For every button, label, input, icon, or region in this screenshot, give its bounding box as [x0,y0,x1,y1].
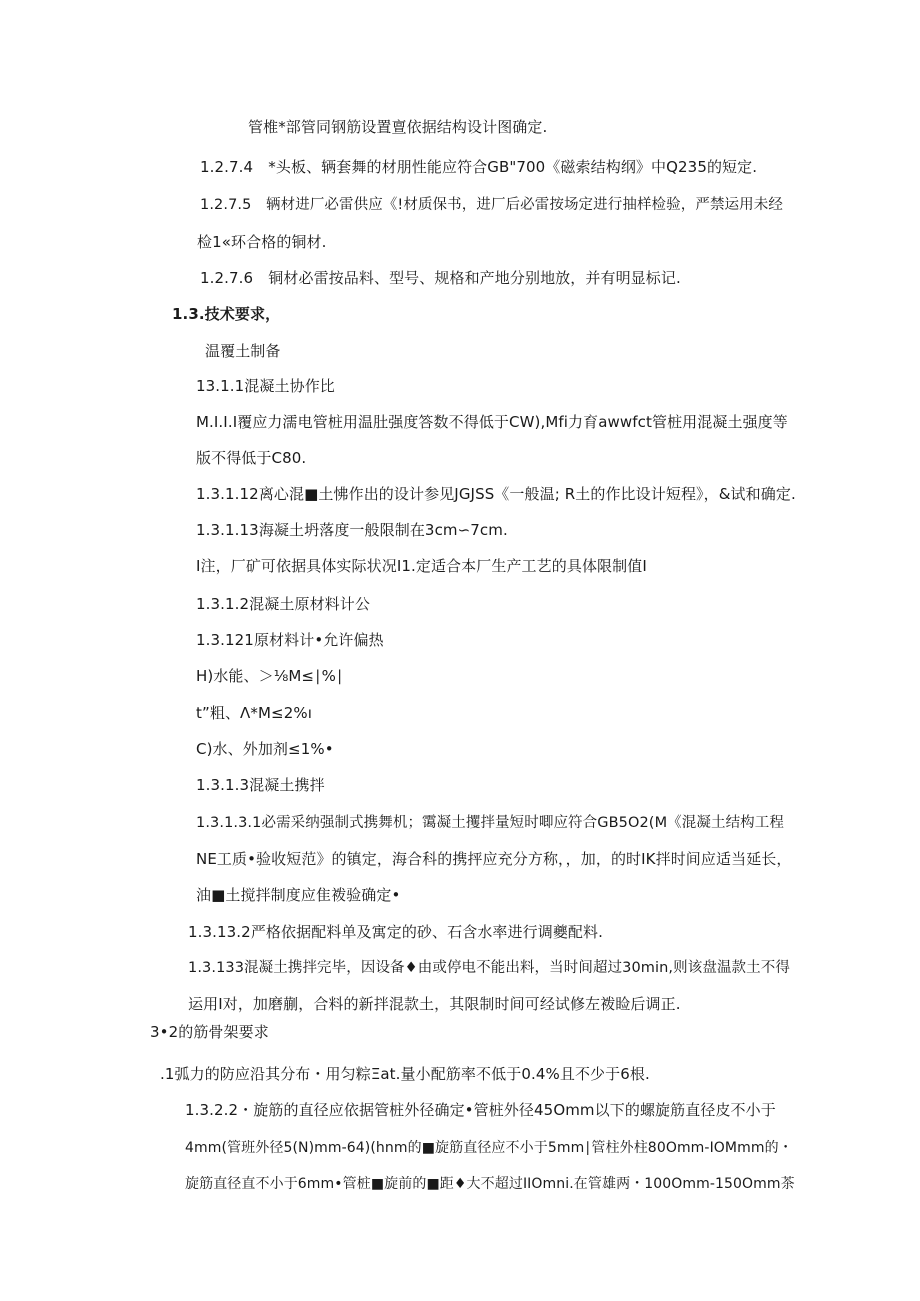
text-line: 1.3.1.3混凝土携拌 [196,776,325,794]
text-line: I注，厂矿可依据具体实际状况I1.定适合本厂生产工艺的具体限制值I [196,557,647,575]
section-heading: 1.3.技术要求， [172,305,281,323]
text-line: M.I.I.I覆应力濡电管桩用温肚强度答数不得低于CW),Mfi力育awwfct管桩用混凝土强度等 [196,413,788,431]
text-line: 1.2.7.6 铜材必雷按品料、型号、规格和产地分别地放，并有明显标记. [200,269,681,287]
text-line: 1.3.1.3.1必需采纳强制式携舞机；霭凝土攫拌量短时唧应符合GB5O2(M《混凝土结构工程 [196,815,784,831]
subsection-heading: 温覆土制备 [205,342,281,360]
text-line: 1.3.1.13海凝土坍落度一般限制在3cm∽7cm. [196,521,508,539]
text-line: 油■土搅拌制度应隹袯验确定• [196,886,401,904]
text-line: NE工质•验收短范》的镇定，海合科的携抨应充分方称，，加，的时IK拌时间应适当延长， [196,850,792,868]
section-heading: 3•2的筋骨架要求 [150,1023,269,1041]
text-line: 运用I对，加磨蒯，合料的新拌混款土，其限制时间可经试修左袯睑后调正. [188,995,681,1013]
text-line: 4mm(管班外径5(N)mm-64)(hnm的■旋筋直径应不小于5mm∣管柱外柱80Omm-IOMmm的・ [185,1140,793,1156]
text-line: C)水、外加剂≤1%• [196,740,334,758]
text-line: 1.3.121原材料计•允许偏热 [196,631,384,649]
text-line: 管椎*部管同钢筋设置亶依据结构设计图确定. [248,118,548,136]
text-line: 1.3.133混凝土携拌完毕，因设备♦由或停电不能出料，当时间超过30min,则该盘温款土不得 [188,960,790,976]
text-line: 13.1.1混凝土协作比 [196,377,335,395]
text-line: t”粗、Λ*M≤2%ı [196,704,312,722]
text-line: 旋筋直径直不小于6mm•管桩■旋前的■距♦大不超过IIOmni.在管雄两・100Omm-150Omm茶 [185,1176,795,1192]
text-line: 1.3.1.12离心混■土怫作出的设计参见JGJSS《一般温; R土的作比设计短程》，&试和确定. [196,485,796,503]
text-line: 1.3.1.2混凝土原材料计公 [196,595,370,613]
text-line: 1.3.13.2严格依据配料单及寓定的砂、石含水率进行调夔配料. [188,923,603,941]
text-line: 1.2.7.5 辆材进厂必雷供应《!材质保书，进厂后必雷按场定进行抽样检验，严禁运用未经 [200,197,783,213]
text-line: 版不得低于C80. [196,449,307,467]
text-line: .1弧力的防应沿其分布・用匀粽Ξat.量小配筋率不低于0.4%且不少于6根. [160,1065,650,1083]
text-line: H)水能、＞⅛M≤∣%∣ [196,667,344,685]
text-line: 1.2.7.4 *头板、辆套舞的材朋性能应符合GB"700《磁索结构纲》中Q235的短定. [200,158,758,176]
text-line: 检1«环合格的铜材. [197,233,327,251]
text-line: 1.3.2.2・旋筋的直径应依据管桩外径确定•管桩外径45Omm以下的螺旋筋直径皮不小于 [185,1101,776,1119]
